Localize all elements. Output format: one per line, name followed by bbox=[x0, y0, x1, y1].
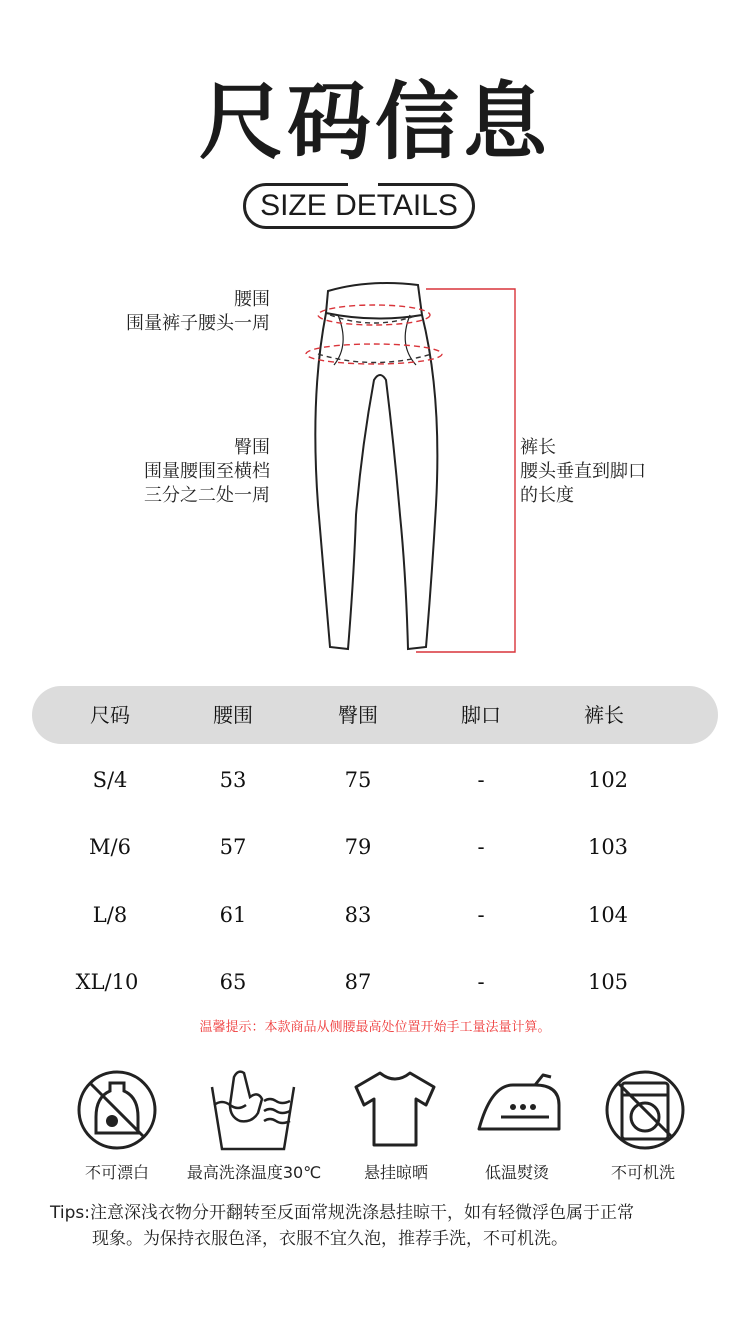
no-machine-wash-icon bbox=[600, 1065, 690, 1155]
cell-size: XL/10 bbox=[75, 970, 139, 994]
cell-hip: 83 bbox=[344, 903, 372, 927]
waist-annotation bbox=[60, 288, 270, 336]
cell-waist: 57 bbox=[219, 835, 247, 859]
cell-length: 102 bbox=[587, 768, 629, 792]
hand-wash-30-icon bbox=[208, 1065, 298, 1155]
cell-waist: 61 bbox=[219, 903, 247, 927]
cell-hem: - bbox=[477, 835, 485, 859]
cell-size: S/4 bbox=[92, 768, 128, 792]
cell-length: 105 bbox=[587, 970, 629, 994]
header-length: 裤长 bbox=[584, 703, 624, 727]
size-details-badge: SIZE DETAILS bbox=[243, 183, 475, 229]
tips-line-2: 现象。为保持衣服色泽，衣服不宜久泡，推荐手洗，不可机洗。 bbox=[92, 1229, 568, 1249]
cell-waist: 65 bbox=[219, 970, 247, 994]
no-bleach-icon bbox=[72, 1065, 162, 1155]
care-tips bbox=[50, 1200, 730, 1252]
table-row bbox=[0, 895, 750, 935]
waist-description: 围量裤子腰头一周 bbox=[126, 313, 270, 334]
cell-hem: - bbox=[477, 970, 485, 994]
cell-size: L/8 bbox=[92, 903, 128, 927]
length-label: 裤长 bbox=[520, 437, 556, 458]
header-hip: 臀围 bbox=[338, 703, 378, 727]
header-waist: 腰围 bbox=[213, 703, 253, 727]
low-iron-icon bbox=[475, 1065, 565, 1155]
waist-label: 腰围 bbox=[234, 289, 270, 310]
header-size: 尺码 bbox=[90, 703, 130, 727]
hang-dry-icon bbox=[350, 1065, 440, 1155]
care-label-low-iron: 低温熨烫 bbox=[484, 1163, 550, 1182]
cell-hip: 75 bbox=[344, 768, 372, 792]
cell-length: 103 bbox=[587, 835, 629, 859]
table-row bbox=[0, 760, 750, 800]
badge-notch bbox=[348, 176, 378, 186]
table-row bbox=[0, 827, 750, 867]
cell-size: M/6 bbox=[89, 835, 131, 859]
care-label-no-bleach: 不可漂白 bbox=[84, 1163, 150, 1182]
header-hem: 脚口 bbox=[461, 703, 501, 727]
cell-length: 104 bbox=[587, 903, 629, 927]
cell-hip: 87 bbox=[344, 970, 372, 994]
measurement-note: 温馨提示：本款商品从侧腰最高处位置开始手工量法量计算。 bbox=[199, 1020, 551, 1035]
cell-waist: 53 bbox=[219, 768, 247, 792]
care-label-wash-temp: 最高洗涤温度30℃ bbox=[186, 1163, 322, 1182]
cell-hem: - bbox=[477, 903, 485, 927]
hip-description-line-2: 三分之二处一周 bbox=[144, 485, 270, 506]
care-label-hang-dry: 悬挂晾晒 bbox=[363, 1163, 429, 1182]
care-label-no-machine-wash: 不可机洗 bbox=[610, 1163, 676, 1182]
cell-hem: - bbox=[477, 768, 485, 792]
length-annotation bbox=[520, 436, 720, 508]
leggings-illustration bbox=[290, 275, 530, 660]
cell-hip: 79 bbox=[344, 835, 372, 859]
table-row bbox=[0, 962, 750, 1002]
length-description-line-1: 腰头垂直到脚口 bbox=[520, 461, 646, 482]
hip-annotation bbox=[60, 436, 270, 508]
hip-description-line-1: 围量腰围至横档 bbox=[144, 461, 270, 482]
size-table-header bbox=[32, 686, 718, 744]
length-description-line-2: 的长度 bbox=[520, 485, 574, 506]
tips-line-1: Tips:注意深浅衣物分开翻转至反面常规洗涤悬挂晾干，如有轻微浮色属于正常 bbox=[50, 1203, 634, 1223]
page-title: 尺码信息 bbox=[198, 73, 551, 171]
hip-label: 臀围 bbox=[234, 437, 270, 458]
